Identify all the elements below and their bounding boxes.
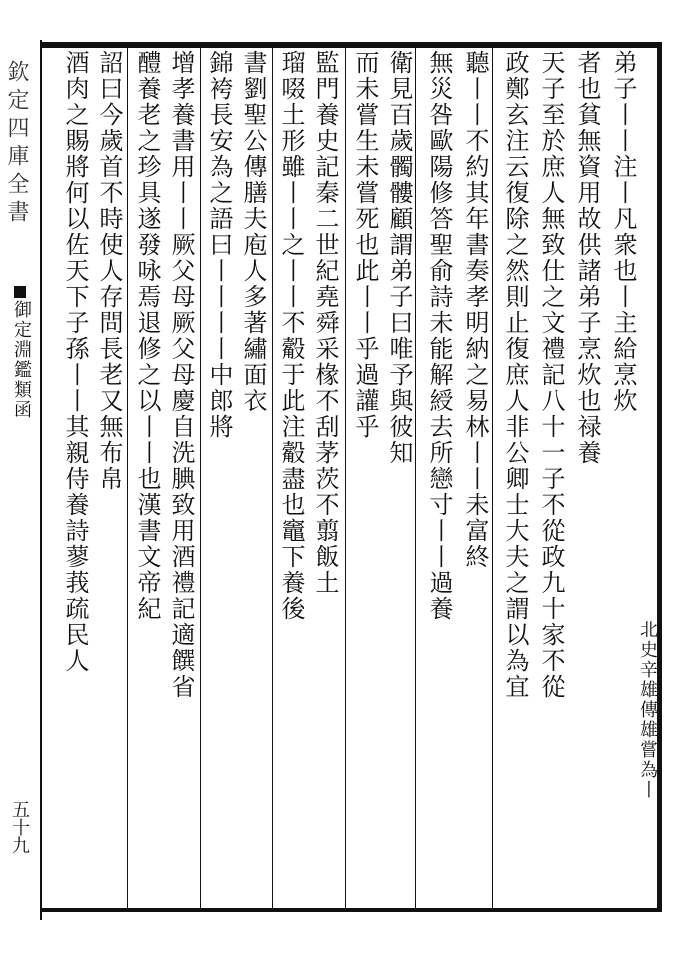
text-column: 衛見百歲髑髏顧謂弟子曰唯予與彼知 <box>385 50 413 466</box>
text-column: 者也貧無資用故供諸弟子烹炊也禄養 <box>573 50 601 466</box>
column-rule <box>200 48 201 910</box>
text-column: 弟子丨丨注丨凡衆也丨主給烹炊 <box>609 50 637 414</box>
text-column: 瑠啜土形雖丨丨之丨丨不觳于此注觳盡也竈下養後 <box>277 50 305 622</box>
text-column: 無災咎歐陽修答聖俞詩未能解綬去所戀寸丨丨過養 <box>425 50 453 622</box>
column-rule <box>415 48 416 910</box>
column-rule <box>492 48 493 910</box>
folio-number: 五十九 <box>9 800 30 854</box>
margin-fishtail-mark <box>14 286 26 298</box>
text-column: 聽丨丨不約其年書奏孝明納之易林丨丨未富終 <box>461 50 489 570</box>
column-rule <box>127 48 128 910</box>
text-column: 增孝養書用丨丨厥父母厥父母慶自洗腆致用酒禮記適饌省 <box>167 50 195 700</box>
text-column: 書劉聖公傳膳夫庖人多著繡面衣 <box>239 50 267 414</box>
margin-top-text: 欽定四庫全書 <box>4 60 29 228</box>
side-note: 北史辛雄傳雄嘗為丨 <box>637 620 658 800</box>
text-column: 政鄭玄注云復除之然則止復庶人非公卿士大夫之謂以為宜 <box>501 50 529 700</box>
text-column: 醴養老之珍具遂發咏焉退修之以丨丨也漢書文帝紀 <box>133 50 161 622</box>
text-column: 而未嘗生未嘗死也此丨丨乎過讙乎 <box>351 50 379 440</box>
text-column: 酒肉之賜將何以佐天下子孫丨丨其親侍養詩蓼莪疏民人 <box>61 50 89 674</box>
column-rule <box>272 48 273 910</box>
margin-book-title: 御定淵鑑類函 <box>11 300 32 420</box>
text-column: 詔曰今歲首不時使人存問長老又無布帛 <box>95 50 123 492</box>
text-column: 監門養史記秦二世紀堯舜采椽不刮茅茨不翦飯土 <box>311 50 339 596</box>
text-column: 錦袴長安為之語曰丨丨丨丨中郎將 <box>205 50 233 440</box>
text-column: 天子至於庶人無致仕之文禮記八十一子不從政九十家不從 <box>537 50 565 700</box>
column-rule <box>345 48 346 910</box>
